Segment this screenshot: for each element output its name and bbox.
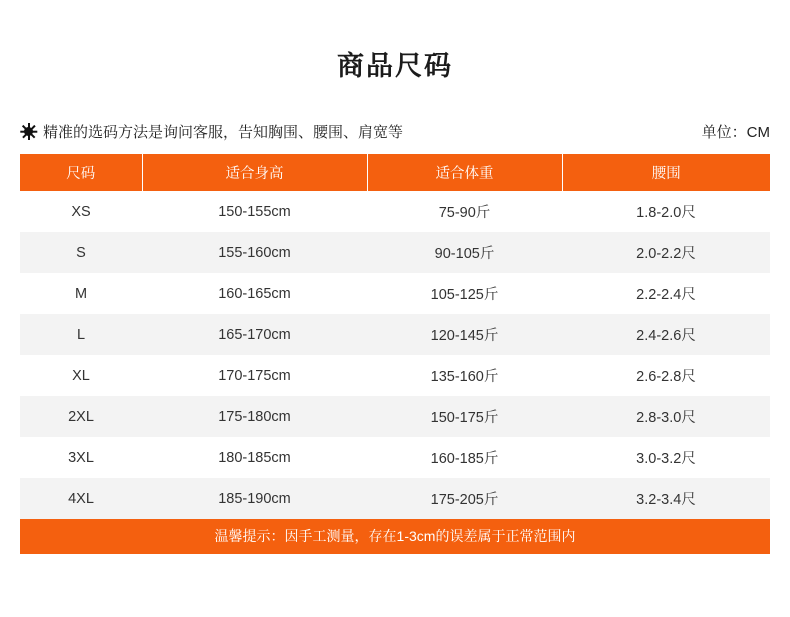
table-row <box>20 232 770 273</box>
table-row <box>20 478 770 519</box>
cell-waist: 2.8-3.0尺 <box>562 396 770 437</box>
cell-size: 3XL <box>20 437 142 478</box>
cell-height: 180-185cm <box>142 437 367 478</box>
cell-height: 185-190cm <box>142 478 367 519</box>
size-table <box>20 154 770 519</box>
cell-weight: 120-145斤 <box>367 314 562 355</box>
cell-height: 155-160cm <box>142 232 367 273</box>
table-header-row <box>20 154 770 191</box>
tip-row <box>20 121 770 142</box>
cell-height: 165-170cm <box>142 314 367 355</box>
cell-size: M <box>20 273 142 314</box>
table-row <box>20 314 770 355</box>
cell-weight: 160-185斤 <box>367 437 562 478</box>
header-cell-waist: 腰围 <box>562 154 770 191</box>
cell-weight: 135-160斤 <box>367 355 562 396</box>
header-cell-size: 尺码 <box>20 154 142 191</box>
sun-icon <box>20 123 37 140</box>
cell-size: XS <box>20 191 142 232</box>
cell-weight: 105-125斤 <box>367 273 562 314</box>
header-cell-height: 适合身高 <box>142 154 367 191</box>
table-row <box>20 396 770 437</box>
cell-waist: 2.6-2.8尺 <box>562 355 770 396</box>
cell-weight: 75-90斤 <box>367 191 562 232</box>
table-row <box>20 191 770 232</box>
table-row <box>20 273 770 314</box>
table-row <box>20 355 770 396</box>
tip-text: 精准的选码方法是询问客服，告知胸围、腰围、肩宽等 <box>43 124 404 141</box>
cell-weight: 150-175斤 <box>367 396 562 437</box>
page-title: 商品尺码 <box>337 51 453 81</box>
unit-label: 单位：CM <box>701 124 770 141</box>
tip-left <box>20 121 403 142</box>
cell-height: 150-155cm <box>142 191 367 232</box>
cell-weight: 175-205斤 <box>367 478 562 519</box>
cell-weight: 90-105斤 <box>367 232 562 273</box>
cell-size: 2XL <box>20 396 142 437</box>
table-row <box>20 437 770 478</box>
cell-height: 160-165cm <box>142 273 367 314</box>
cell-waist: 2.0-2.2尺 <box>562 232 770 273</box>
cell-waist: 3.2-3.4尺 <box>562 478 770 519</box>
cell-size: XL <box>20 355 142 396</box>
cell-size: S <box>20 232 142 273</box>
cell-waist: 1.8-2.0尺 <box>562 191 770 232</box>
cell-height: 170-175cm <box>142 355 367 396</box>
cell-size: 4XL <box>20 478 142 519</box>
cell-waist: 2.2-2.4尺 <box>562 273 770 314</box>
cell-waist: 2.4-2.6尺 <box>562 314 770 355</box>
footer-note: 温馨提示：因手工测量，存在1-3cm的误差属于正常范围内 <box>20 519 770 554</box>
header-cell-weight: 适合体重 <box>367 154 562 191</box>
cell-waist: 3.0-3.2尺 <box>562 437 770 478</box>
cell-height: 175-180cm <box>142 396 367 437</box>
cell-size: L <box>20 314 142 355</box>
